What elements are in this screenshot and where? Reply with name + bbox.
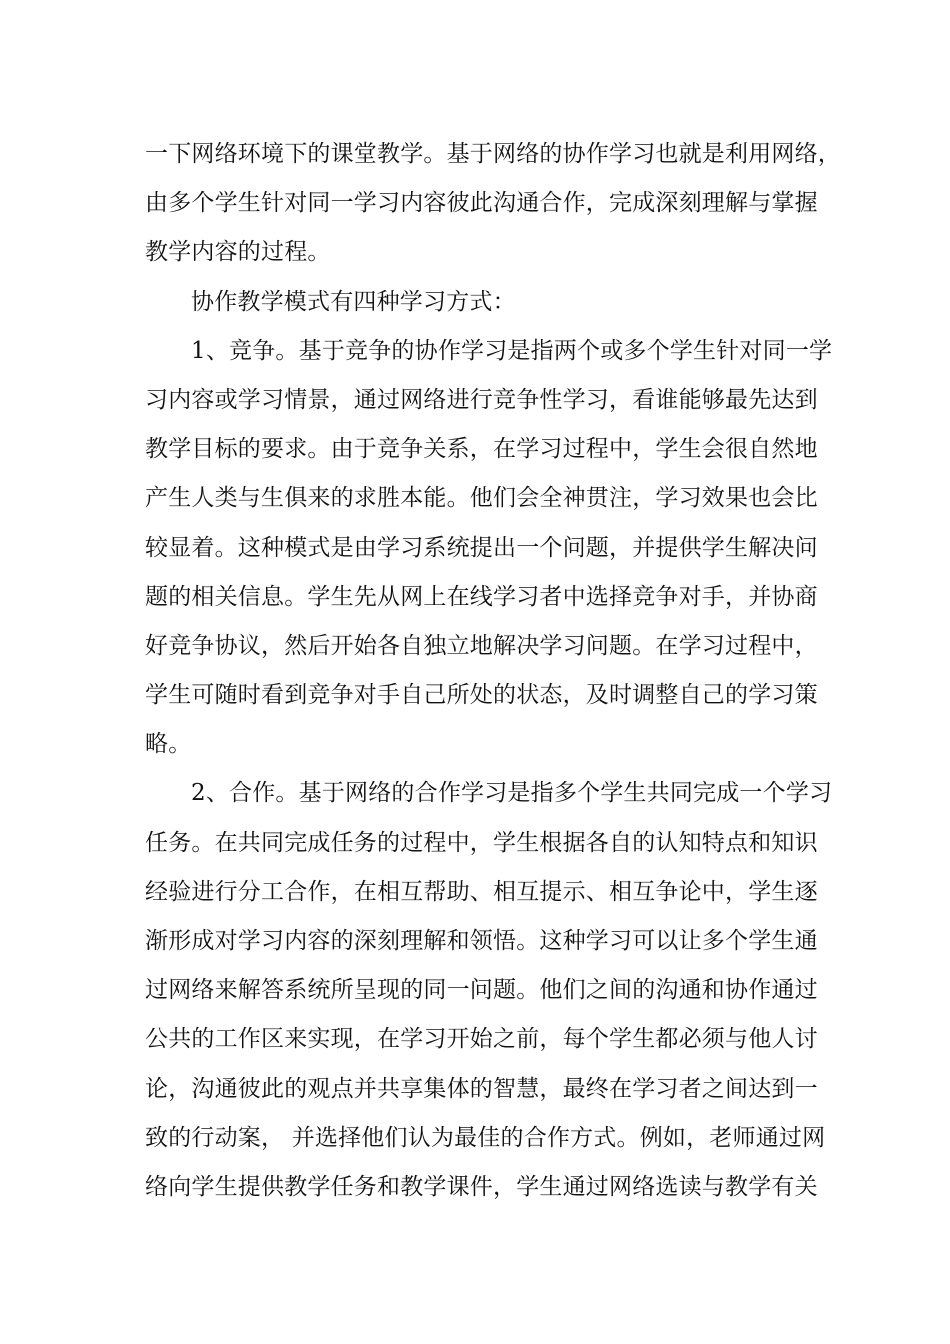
paragraph-intro-line: 协作教学模式有四种学习方式：: [191, 288, 516, 315]
text-line: 较显着。这种模式是由学习系统提出一个问题，并提供学生解决问: [145, 534, 818, 561]
text-line: 教学内容的过程。: [145, 239, 331, 266]
text-line: 由多个学生针对同一学习内容彼此沟通合作，完成深刻理解与掌握: [145, 190, 818, 217]
paragraph-cooperation-start: 2、合作。基于网络的合作学习是指多个学生共同完成一个学习: [191, 780, 833, 807]
text-line: 教学目标的要求。由于竞争关系，在学习过程中，学生会很自然地: [145, 436, 818, 463]
text-line: 任务。在共同完成任务的过程中，学生根据各自的认知特点和知识: [145, 829, 818, 856]
body-text: [145, 130, 841, 1212]
text-line: 好竞争协议，然后开始各自独立地解决学习问题。在学习过程中，: [145, 632, 818, 659]
text-line: 经验进行分工合作，在相互帮助、相互提示、相互争论中，学生逐: [145, 878, 818, 905]
text-line: 产生人类与生俱来的求胜本能。他们会全神贯注，学习效果也会比: [145, 485, 818, 512]
text-line: 过网络来解答系统所呈现的同一问题。他们之间的沟通和协作通过: [145, 977, 818, 1004]
text-line: 略。: [145, 731, 192, 758]
text-line: 题的相关信息。学生先从网上在线学习者中选择竞争对手，并协商: [145, 583, 818, 610]
text-line: 致的行动案， 并选择他们认为最佳的合作方式。例如，老师通过网: [145, 1124, 826, 1151]
text-line: 论，沟通彼此的观点并共享集体的智慧，最终在学习者之间达到一: [145, 1075, 818, 1102]
text-line: 络向学生提供教学任务和教学课件，学生通过网络选读与教学有关: [145, 1173, 818, 1200]
paragraph-competition-start: 1、竞争。基于竞争的协作学习是指两个或多个学生针对同一学: [191, 337, 833, 364]
text-line: 渐形成对学习内容的深刻理解和领悟。这种学习可以让多个学生通: [145, 928, 818, 954]
text-line: 学生可随时看到竞争对手自己所处的状态，及时调整自己的学习策: [145, 682, 818, 709]
text-line: 一下网络环境下的课堂教学。基于网络的协作学习也就是利用网络，: [145, 141, 841, 167]
text-line: 公共的工作区来实现，在学习开始之前，每个学生都必须与他人讨: [145, 1026, 818, 1053]
text-line: 习内容或学习情景，通过网络进行竞争性学习，看谁能够最先达到: [145, 386, 818, 413]
